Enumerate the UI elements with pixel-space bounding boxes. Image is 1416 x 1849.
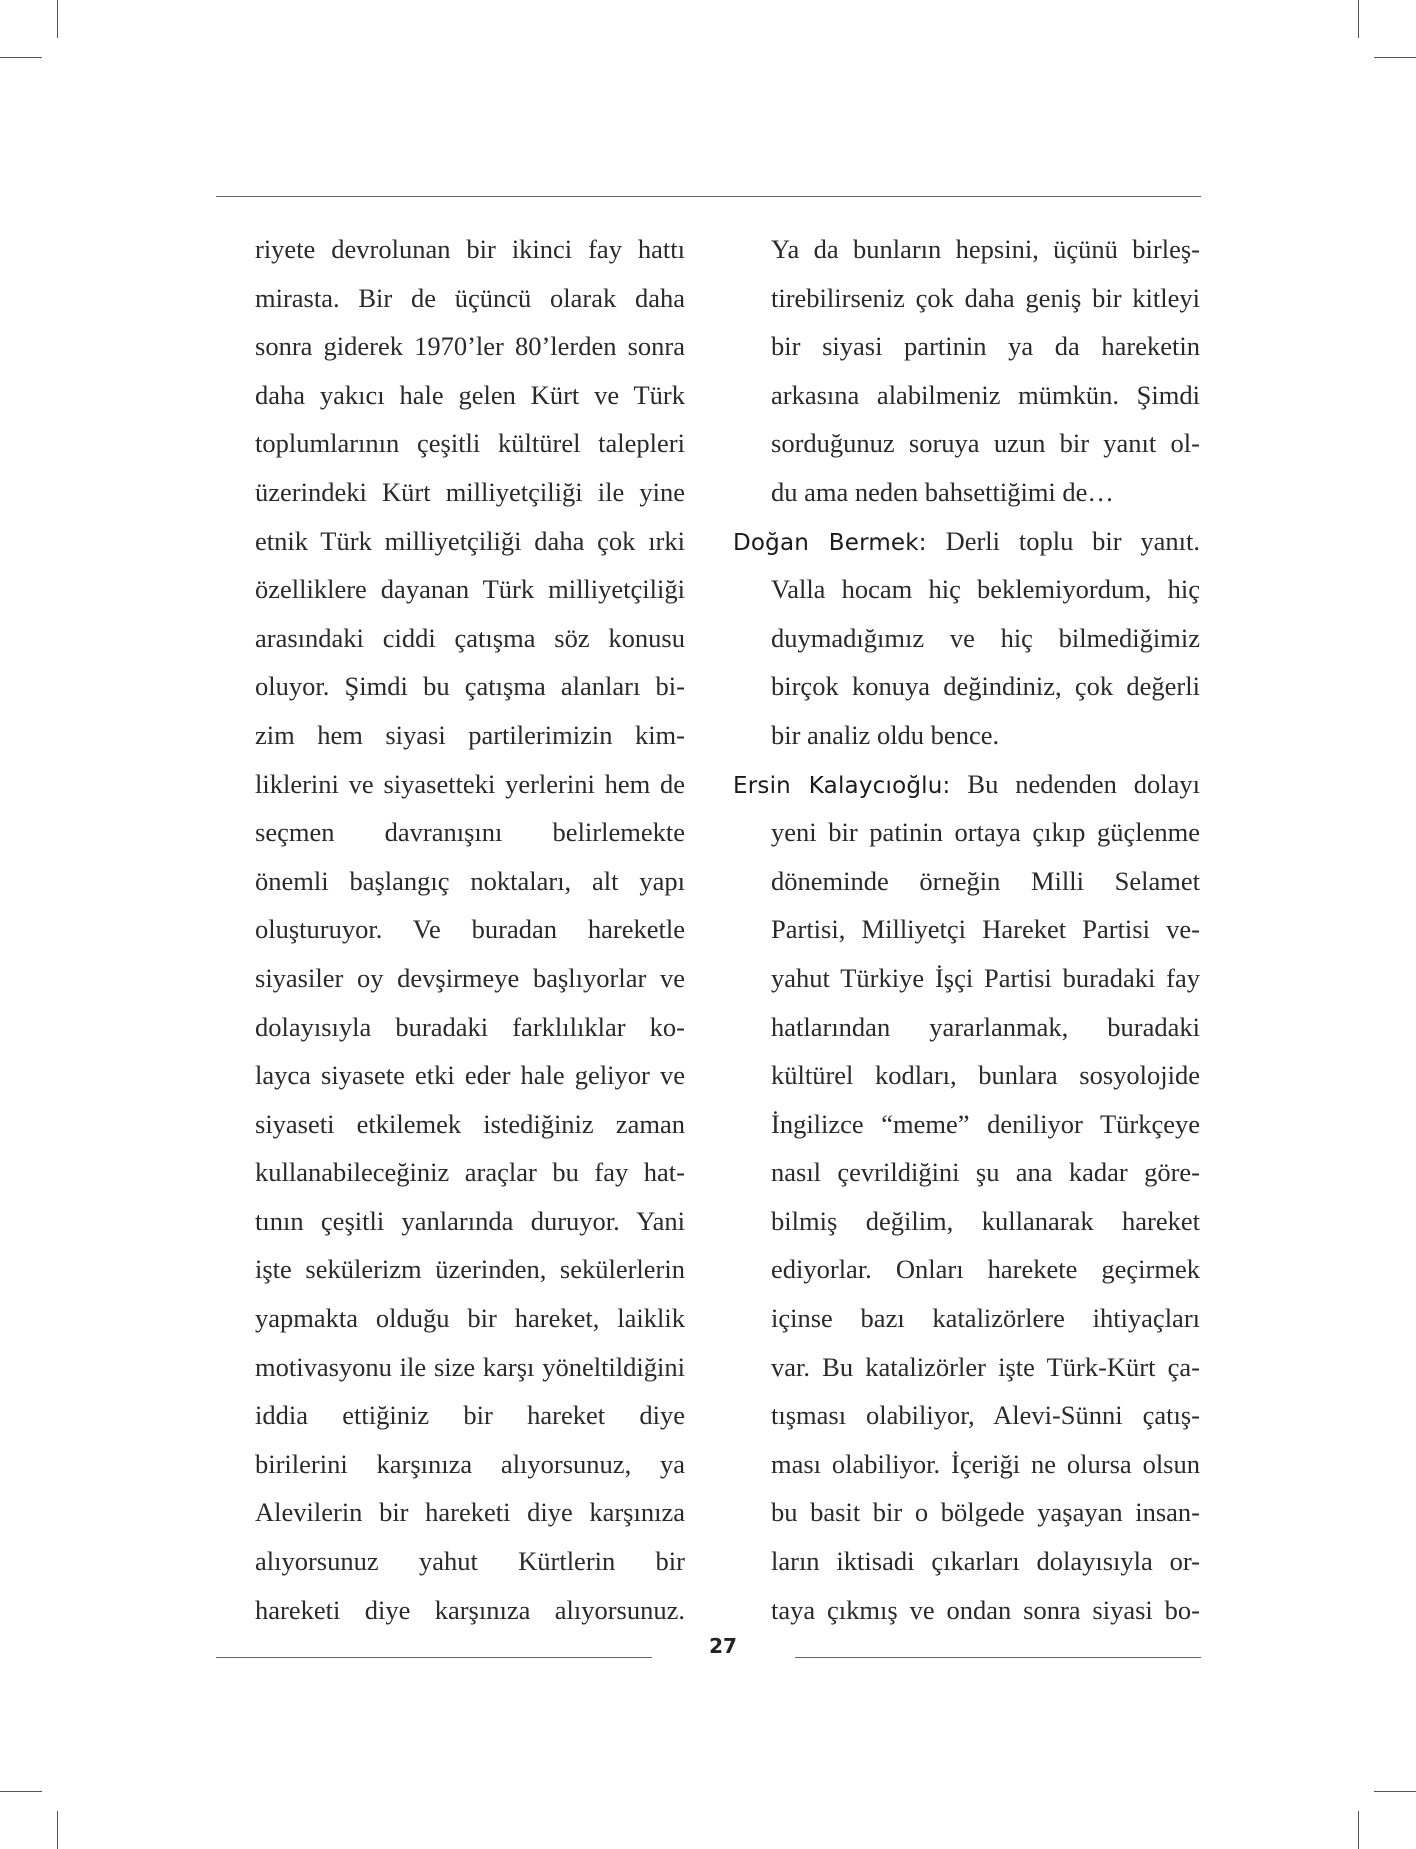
text-line: var. Bu katalizörler işte Türk-Kürt ça- (771, 1351, 1200, 1382)
text-line: taya çıkmış ve ondan sonra siyasi bo- (771, 1594, 1200, 1625)
text-line: layca siyasete etki eder hale geliyor ve (255, 1060, 685, 1091)
text-line: ediyorlar. Onları harekete geçirmek (771, 1254, 1200, 1285)
text-line: liklerini ve siyasetteki yerlerini hem de (255, 768, 685, 799)
text-line: alıyorsunuz yahut Kürtlerin bir (255, 1546, 685, 1577)
crop-mark (0, 1791, 42, 1792)
text-line: tirebilirseniz çok daha geniş bir kitleyi (771, 282, 1200, 313)
crop-mark (57, 1811, 58, 1849)
text-line: hatlarından yararlanmak, buradaki (771, 1011, 1200, 1042)
crop-mark (1374, 1791, 1416, 1792)
speaker-name: Doğan Bermek: (733, 529, 927, 556)
text-line: özelliklere dayanan Türk milliyetçiliği (255, 574, 685, 605)
text-line: bir analiz oldu bence. (771, 719, 1000, 750)
text-line: zim hem siyasi partilerimizin kim- (255, 719, 685, 750)
text-line: bu basit bir o bölgede yaşayan insan- (771, 1497, 1200, 1528)
text-line: siyaseti etkilemek istediğiniz zaman (255, 1108, 685, 1139)
text-line: yapmakta olduğu bir hareket, laiklik (255, 1303, 685, 1334)
text-line: İngilizce “meme” deniliyor Türkçeye (771, 1108, 1200, 1139)
crop-mark (57, 0, 58, 38)
right-text-column (733, 225, 1200, 1634)
text-line: nasıl çevrildiğini şu ana kadar göre- (771, 1157, 1200, 1188)
text-line: motivasyonu ile size karşı yöneltildiğini (255, 1351, 685, 1382)
text-line: Ya da bunların hepsini, üçünü birleş- (771, 234, 1200, 264)
text-line: ması olabiliyor. İçeriği ne olursa olsun (771, 1448, 1200, 1479)
header-rule (216, 196, 1201, 197)
dogan-bermek-turn (733, 517, 1200, 760)
text-line: önemli başlangıç noktaları, alt yapı (255, 865, 685, 896)
text-line: ların iktisadi çıkarları dolayısıyla or- (771, 1546, 1200, 1577)
text-line: birilerini karşınıza alıyorsunuz, ya (255, 1448, 685, 1479)
text-line: sonra giderek 1970’ler 80’lerden sonra (255, 331, 685, 362)
text-line: arasındaki ciddi çatışma söz konusu (255, 622, 685, 653)
crop-mark (1358, 0, 1359, 38)
text-line: tının çeşitli yanlarında duruyor. Yani (255, 1205, 685, 1236)
left-text-column (255, 225, 685, 1634)
crop-mark (1358, 1811, 1359, 1849)
text-line: birçok konuya değindiniz, çok değerli (771, 671, 1200, 702)
text-line: Alevilerin bir hareketi diye karşınıza (255, 1497, 685, 1528)
text-line: riyete devrolunan bir ikinci fay hattı (255, 234, 685, 264)
text-line: etnik Türk milliyetçiliği daha çok ırki (255, 525, 685, 556)
text-line: sorduğunuz soruya uzun bir yanıt ol- (771, 428, 1200, 459)
speaker-line (733, 760, 1200, 809)
text-line: siyasiler oy devşirmeye başlıyorlar ve (255, 962, 685, 993)
text-line: oluyor. Şimdi bu çatışma alanları bi- (255, 671, 685, 702)
text-line: oluşturuyor. Ve buradan hareketle (255, 914, 685, 945)
text-line: duymadığımız ve hiç bilmediğimiz (771, 622, 1200, 653)
text-line: işte sekülerizm üzerinden, sekülerlerin (255, 1254, 685, 1285)
text-line: mirasta. Bir de üçüncü olarak daha (255, 282, 685, 313)
footer-rule-left (216, 1657, 652, 1658)
speaker-line (733, 517, 1200, 566)
text-line: içinse bazı katalizörlere ihtiyaçları (771, 1303, 1200, 1334)
continued-paragraph (771, 225, 1200, 517)
text-line: üzerindeki Kürt milliyetçiliği ile yine (255, 476, 685, 507)
page-number: 27 (709, 1634, 737, 1658)
text-line: tışması olabiliyor, Alevi-Sünni çatış- (771, 1400, 1200, 1431)
text-line: yahut Türkiye İşçi Partisi buradaki fay (771, 962, 1200, 993)
text-line: arkasına alabilmeniz mümkün. Şimdi (771, 379, 1200, 410)
text-line: yeni bir patinin ortaya çıkıp güçlenme (771, 817, 1200, 848)
text-line: iddia ettiğiniz bir hareket diye (255, 1400, 685, 1431)
crop-mark (1374, 57, 1416, 58)
text-line: Valla hocam hiç beklemiyordum, hiç (771, 574, 1200, 605)
text-line: bilmiş değilim, kullanarak hareket (771, 1205, 1200, 1236)
speech-first-line: Bu nedenden dolayı (967, 768, 1201, 799)
speaker-name: Ersin Kalaycıoğlu: (733, 772, 951, 799)
text-line: Partisi, Milliyetçi Hareket Partisi ve- (771, 914, 1200, 945)
text-line: hareketi diye karşınıza alıyorsunuz. (255, 1594, 685, 1625)
crop-mark (0, 57, 42, 58)
footer-rule-right (795, 1657, 1201, 1658)
text-line: daha yakıcı hale gelen Kürt ve Türk (255, 379, 685, 410)
text-line: seçmen davranışını belirlemekte (255, 817, 685, 848)
text-line: toplumlarının çeşitli kültürel talepleri (255, 428, 685, 459)
ersin-kalaycioglu-turn (733, 760, 1200, 1635)
text-line: döneminde örneğin Milli Selamet (771, 865, 1200, 896)
text-line: kültürel kodları, bunlara sosyolojide (771, 1060, 1200, 1091)
text-line: du ama neden bahsettiğimi de… (771, 476, 1114, 507)
speech-first-line: Derli toplu bir yanıt. (945, 525, 1200, 556)
text-line: bir siyasi partinin ya da hareketin (771, 331, 1200, 362)
text-line: dolayısıyla buradaki farklılıklar ko- (255, 1011, 685, 1042)
text-line: kullanabileceğiniz araçlar bu fay hat- (255, 1157, 685, 1188)
